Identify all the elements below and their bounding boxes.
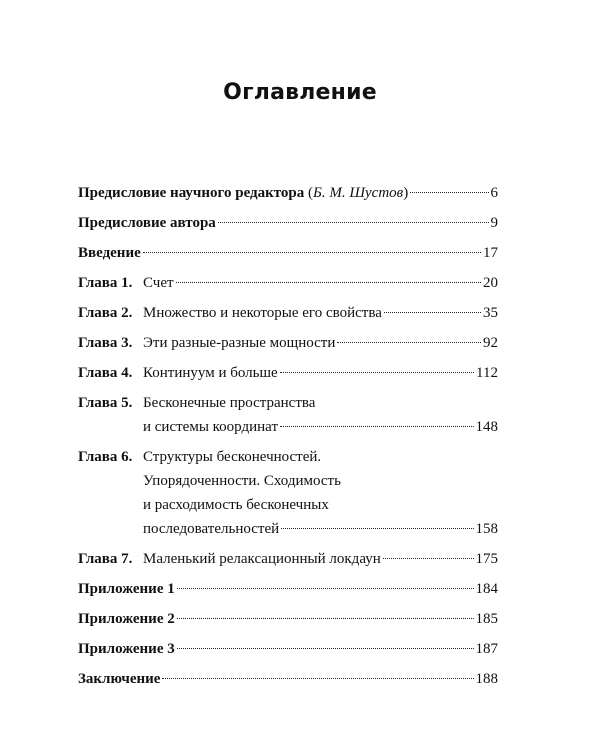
toc-entry-title-line: и расходимость бесконечных [143,497,329,513]
page-number: 9 [490,215,498,231]
dot-leader [410,192,488,193]
toc-entry-title: Приложение 2 [78,611,175,627]
page-number: 158 [475,521,498,537]
dot-leader [177,648,474,649]
toc-entry[interactable] [78,331,498,355]
toc-entry-title: Введение [78,245,141,261]
toc-paren-open: ( [304,185,314,201]
toc-entry-title-line: последовательностей [143,521,280,537]
page-number: 175 [475,551,498,567]
dot-leader [143,252,481,253]
toc-entry[interactable] [78,271,498,295]
toc-entry[interactable] [78,361,498,385]
toc-entry-title: Маленький релаксационный локдаун [143,551,381,567]
toc-entry[interactable] [78,547,498,571]
page-number: 184 [475,581,498,597]
chapter-label: Глава 6. [78,449,133,465]
toc-entry-title-line: Бесконечные пространства [143,395,316,411]
chapter-label: Глава 5. [78,395,133,411]
page-number: 17 [483,245,498,261]
toc-entry-title: Заключение [78,671,161,687]
dot-leader [162,678,473,679]
page-number: 6 [490,185,498,201]
chapter-label: Глава 4. [78,365,133,381]
dot-leader [280,372,474,373]
toc-entry-title: Предисловие автора [78,215,216,231]
page-number: 20 [483,275,498,291]
dot-leader [384,312,481,313]
toc-entry[interactable] [78,301,498,325]
toc-entry[interactable] [78,181,498,205]
toc-entry-author: Б. М. Шустов [313,185,404,201]
toc-entry-title: Множество и некоторые его свойства [143,305,382,321]
toc-entry[interactable] [78,637,498,661]
dot-leader [218,222,489,223]
chapter-label: Глава 3. [78,335,133,351]
page-number: 187 [475,641,498,657]
dot-leader [383,558,474,559]
toc-entry[interactable] [78,607,498,631]
dot-leader [177,618,474,619]
page-number: 92 [483,335,498,351]
toc-entry-title: Предисловие научного редактора [78,185,305,201]
dot-leader [337,342,481,343]
dot-leader [281,528,473,529]
toc-entry-title: Счет [143,275,174,291]
page-number: 35 [483,305,498,321]
page-number: 185 [475,611,498,627]
toc-entry-title: Континуум и больше [143,365,278,381]
chapter-label: Глава 2. [78,305,133,321]
toc-entry-title: Приложение 1 [78,581,175,597]
toc-entry-title: Приложение 3 [78,641,175,657]
page-number: 188 [475,671,498,687]
toc-entry[interactable] [78,211,498,235]
toc-entry[interactable] [78,577,498,601]
dot-leader [177,588,474,589]
dot-leader [280,426,474,427]
toc-entry[interactable] [78,391,498,439]
dot-leader [176,282,481,283]
toc-entry[interactable] [78,667,498,691]
toc-entry[interactable] [78,241,498,265]
toc-entry[interactable] [78,445,498,541]
chapter-label: Глава 7. [78,551,133,567]
page-number: 112 [476,365,498,381]
page-title: Оглавление [223,80,377,105]
table-of-contents [78,181,498,697]
toc-entry-title-line: Упорядоченности. Сходимость [143,473,341,489]
chapter-label: Глава 1. [78,275,133,291]
toc-entry-title: Эти разные-разные мощности [143,335,336,351]
toc-paren-close: ) [403,185,409,201]
page-number: 148 [475,419,498,435]
toc-entry-title-line: Структуры бесконечностей. [143,449,322,465]
toc-entry-title-line: и системы координат [143,419,278,435]
